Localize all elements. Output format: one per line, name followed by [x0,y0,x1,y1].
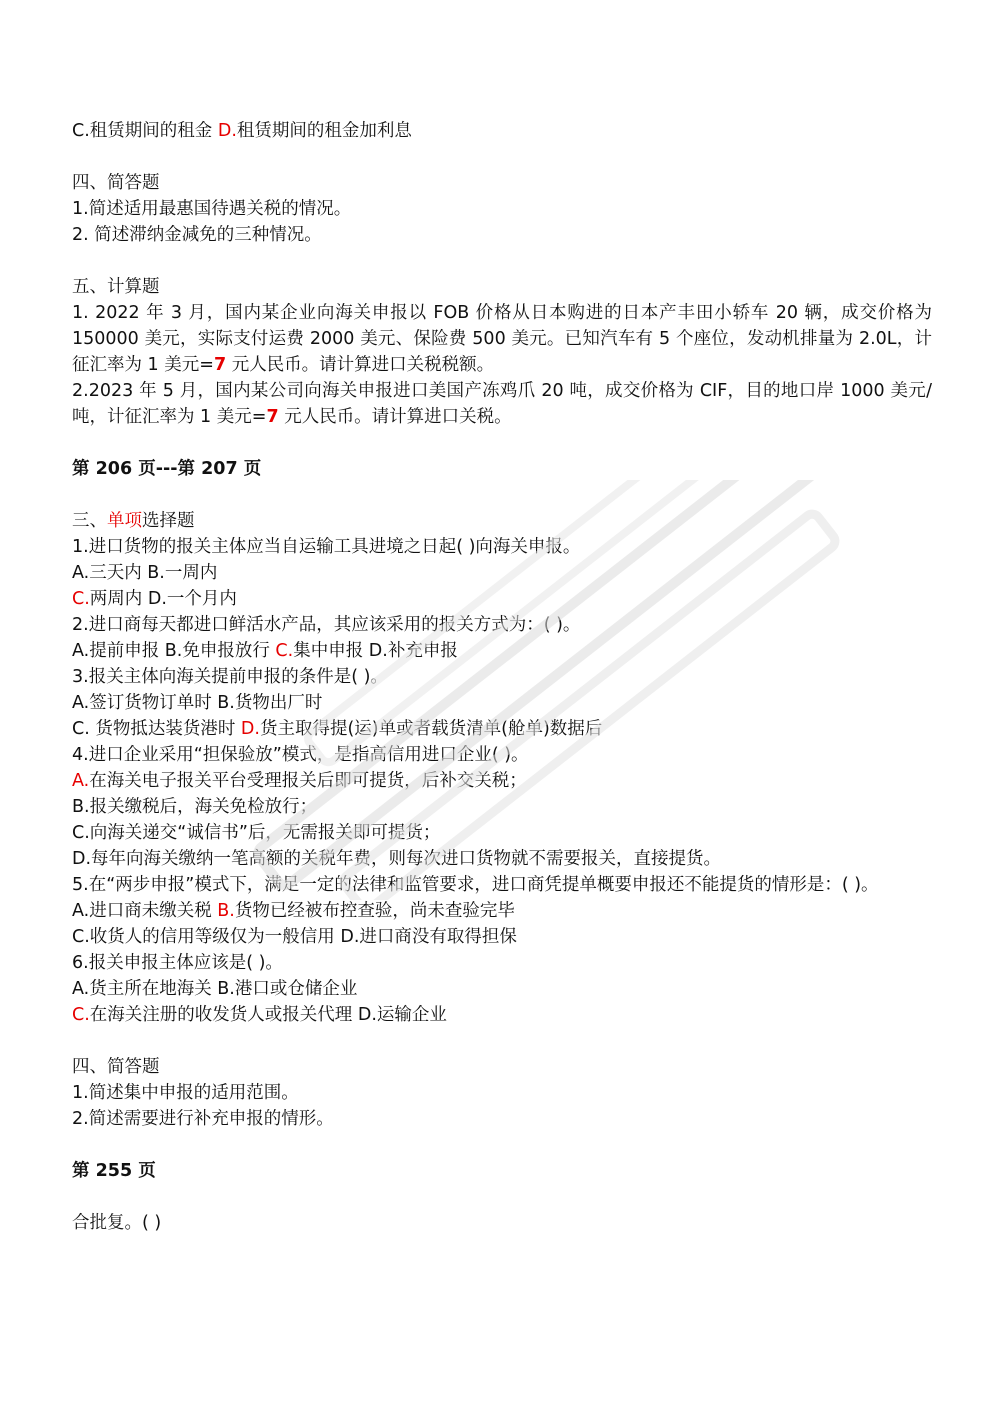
text-segment: A.进口商未缴关税 [72,901,218,921]
text-segment: 选择题 [142,511,195,531]
text-line [72,794,932,820]
text-line [72,560,932,586]
text-segment: 第 255 页 [72,1161,156,1181]
text-segment: 第 206 页---第 207 页 [72,459,262,479]
text-line [72,118,932,144]
text-line [72,924,932,950]
text-segment: 集中申报 D.补充申报 [293,641,458,661]
page-heading [72,1158,932,1184]
text-segment: 5.在“两步申报”模式下，满足一定的法律和监管要求，进口商凭提单概要申报还不能提货的情形是：( )。 [72,875,879,895]
text-line [72,976,932,1002]
answer-marker: C. [72,1005,90,1025]
answer-marker: C. [275,641,294,661]
text-segment: 元人民币。请计算进口关税税额。 [226,355,495,375]
text-segment: 合批复。( ) [72,1213,162,1233]
text-segment: 1. 2022 年 3 月，国内某企业向海关申报以 FOB 价格从日本购进的日本产丰田小轿车 20 辆，成交价格为 150000 美元，实际支付运费 2000 美元、保险费 500 美元。已知汽车有 5 个座位，发动机排量为 2.0L，计征汇率为 1 美元= [72,303,932,375]
text-segment: 租赁期间的租金加利息 [236,121,412,141]
text-segment: 元人民币。请计算进口关税。 [278,407,512,427]
answer-marker: 单项 [107,511,142,531]
text-segment: 五、计算题 [72,277,160,297]
text-line [72,1080,932,1106]
answer-marker: 7 [266,407,279,427]
text-segment: A.签订货物订单时 B.货物出厂时 [72,693,323,713]
text-segment: 2.简述需要进行补充申报的情形。 [72,1109,334,1129]
text-segment: A.提前申报 B.免申报放行 [72,641,276,661]
text-segment: D.每年向海关缴纳一笔高额的关税年费，则每次进口货物就不需要报关，直接提货。 [72,849,722,869]
text-line [72,1106,932,1132]
text-line [72,1002,932,1028]
text-line [72,742,932,768]
text-line [72,898,932,924]
text-line [72,196,932,222]
text-segment: 3.报关主体向海关提前申报的条件是( )。 [72,667,388,687]
text-line [72,1210,932,1236]
text-line [72,1054,932,1080]
text-segment: 2. 简述滞纳金减免的三种情况。 [72,225,322,245]
text-line [72,690,932,716]
text-segment: 三、 [72,511,107,531]
text-segment: 在海关电子报关平台受理报关后即可提货，后补交关税； [89,771,527,791]
text-line [72,950,932,976]
text-segment: 1.简述集中申报的适用范围。 [72,1083,299,1103]
answer-marker: D. [240,719,260,739]
text-segment: 4.进口企业采用“担保验放”模式，是指高信用进口企业( )。 [72,745,529,765]
paragraph-gap [72,248,932,274]
text-line [72,612,932,638]
text-line [72,664,932,690]
answer-marker: A. [72,771,90,791]
paragraph-gap [72,482,932,508]
text-segment: C.向海关递交“诚信书”后，无需报关即可提货； [72,823,441,843]
text-segment: 2.进口商每天都进口鲜活水产品，其应该采用的报关方式为：( )。 [72,615,581,635]
text-line [72,300,932,378]
text-segment: 1.进口货物的报关主体应当自运输工具进境之日起( )向海关申报。 [72,537,581,557]
document-page [72,118,932,1236]
text-segment: 2.2023 年 5 月，国内某公司向海关申报进口美国产冻鸡爪 20 吨，成交价格为 CIF，目的地口岸 1000 美元/吨，计征汇率为 1 美元= [72,381,932,427]
text-segment: A.货主所在地海关 B.港口或仓储企业 [72,979,358,999]
text-line [72,846,932,872]
text-line [72,638,932,664]
paragraph-gap [72,144,932,170]
text-line [72,586,932,612]
text-line [72,170,932,196]
text-segment: 1.简述适用最惠国待遇关税的情况。 [72,199,352,219]
text-line [72,820,932,846]
text-segment: C.租赁期间的租金 [72,121,218,141]
text-line [72,716,932,742]
answer-marker: C. [72,589,90,609]
text-segment: 两周内 D.一个月内 [89,589,237,609]
text-segment: 在海关注册的收发货人或报关代理 D.运输企业 [89,1005,447,1025]
page-heading [72,456,932,482]
text-segment: B.报关缴税后，海关免检放行； [72,797,318,817]
text-line [72,534,932,560]
paragraph-gap [72,1028,932,1054]
text-segment: 6.报关申报主体应该是( )。 [72,953,283,973]
paragraph-gap [72,1184,932,1210]
text-line [72,274,932,300]
text-line [72,768,932,794]
text-segment: C. 货物抵达装货港时 [72,719,241,739]
answer-marker: D. [217,121,237,141]
text-segment: C.收货人的信用等级仅为一般信用 D.进口商没有取得担保 [72,927,517,947]
text-line [72,872,932,898]
text-line [72,508,932,534]
text-segment: 货物已经被布控查验，尚未查验完毕 [234,901,515,921]
answer-marker: 7 [213,355,227,375]
paragraph-gap [72,430,932,456]
text-line [72,378,932,430]
text-segment: 四、简答题 [72,1057,160,1077]
text-segment: 货主取得提(运)单或者载货清单(舱单)数据后 [259,719,603,739]
paragraph-gap [72,1132,932,1158]
text-segment: A.三天内 B.一周内 [72,563,218,583]
text-line [72,222,932,248]
answer-marker: B. [217,901,235,921]
text-segment: 四、简答题 [72,173,160,193]
